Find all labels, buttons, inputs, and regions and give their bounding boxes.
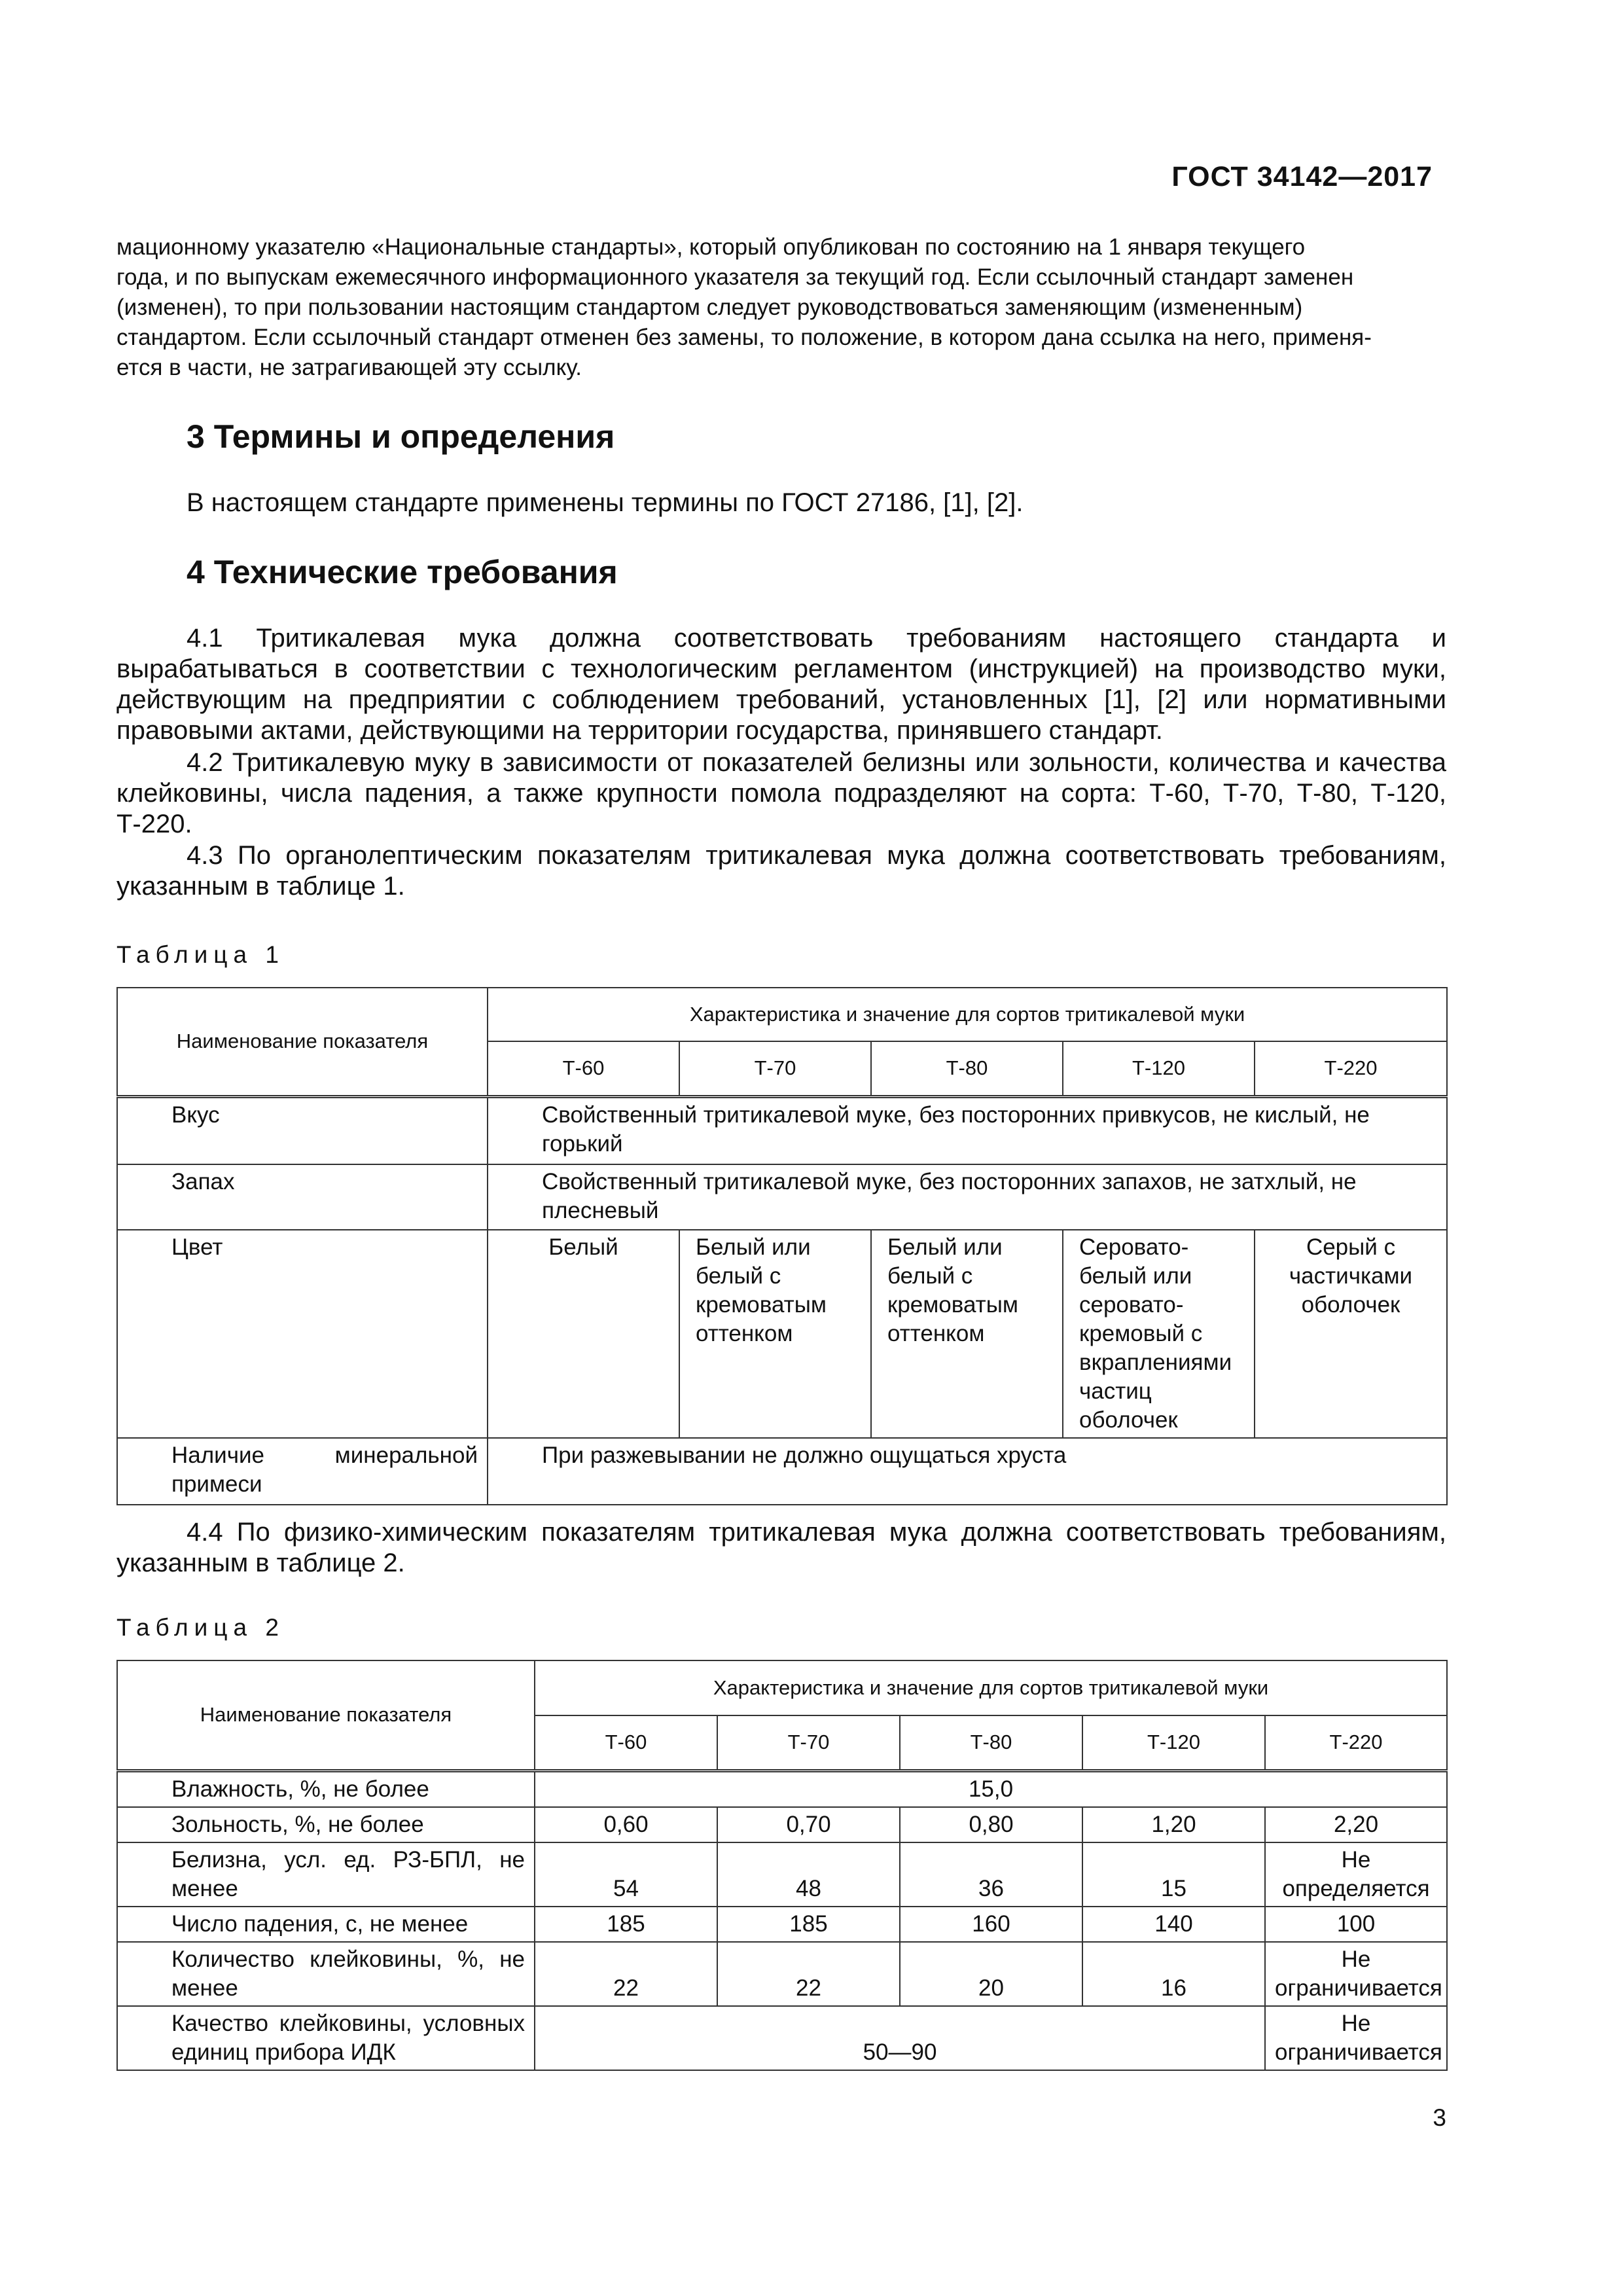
- page-number: 3: [1433, 2104, 1446, 2131]
- table-row: [117, 1770, 1447, 1807]
- row-value: 15,0: [535, 1770, 1447, 1807]
- grade-header: Т-220: [1255, 1041, 1447, 1096]
- table-2: [116, 1660, 1448, 2071]
- row-value: 185: [717, 1907, 900, 1942]
- intro-paragraph: [116, 232, 1446, 383]
- table-1: [116, 987, 1448, 1505]
- table-2-header-row: [117, 1660, 1447, 1715]
- row-value: 36: [900, 1842, 1082, 1907]
- row-name: Зольность, %, не более: [117, 1807, 535, 1842]
- section-3-text: В настоящем стандарте применены термины по ГОСТ 27186, [1], [2].: [187, 488, 1024, 517]
- row-value: 20: [900, 1942, 1082, 2006]
- row-value: 54: [535, 1842, 717, 1907]
- grade-header: Т-220: [1265, 1715, 1447, 1770]
- grade-header: Т-60: [535, 1715, 717, 1770]
- intro-line: года, и по выпускам ежемесячного информационного указателя за текущий год. Если ссылочный стандарт заменен: [116, 264, 1354, 290]
- section-4-heading: 4 Технические требования: [187, 554, 618, 590]
- table-row: [117, 1842, 1447, 1907]
- grade-header: Т-80: [900, 1715, 1082, 1770]
- table-1-caption: Таблица 1: [116, 941, 285, 968]
- row-value: 1,20: [1082, 1807, 1265, 1842]
- row-value: Белый: [488, 1230, 679, 1438]
- row-value: 22: [535, 1942, 717, 2006]
- row-value: Серый с частичками оболочек: [1255, 1230, 1447, 1438]
- section-3-heading: 3 Термины и определения: [187, 418, 615, 455]
- row-name: Влажность, %, не более: [117, 1770, 535, 1807]
- row-value: Свойственный тритикалевой муке, без посторонних привкусов, не кислый, не горький: [488, 1096, 1447, 1164]
- table-row: [117, 1438, 1447, 1505]
- intro-line: (изменен), то при пользовании настоящим стандартом следует руководствоваться заменяющим (измененным): [116, 295, 1303, 320]
- row-value: 50—90: [535, 2006, 1265, 2070]
- row-value: Не ограничивается: [1265, 2006, 1447, 2070]
- clause-4-1: 4.1 Тритикалевая мука должна соответствовать требованиям настоящего стандарта и вырабатываться в соответствии с технологическим регламентом (инструкцией) на производство муки, действующим на предприятии с соблюдением требований, установленных [1], [2] или нормативными правовыми актами, действующими на территории государства, принявшего стандарт.: [116, 624, 1446, 745]
- row-name: Вкус: [117, 1096, 488, 1164]
- table-2-group-header: Характеристика и значение для сортов тритикалевой муки: [535, 1660, 1447, 1715]
- row-value: 48: [717, 1842, 900, 1907]
- row-value: Серовато-белый или серовато-кремовый с вкраплениями частиц оболочек: [1063, 1230, 1255, 1438]
- row-name: Число падения, с, не менее: [117, 1907, 535, 1942]
- grade-header: Т-70: [717, 1715, 900, 1770]
- table-row: [117, 1807, 1447, 1842]
- intro-line: мационному указателю «Национальные стандарты», который опубликован по состоянию на 1 января текущего: [116, 234, 1306, 260]
- row-name: Цвет: [117, 1230, 488, 1438]
- row-value: При разжевывании не должно ощущаться хруста: [488, 1438, 1447, 1505]
- row-value: Свойственный тритикалевой муке, без посторонних запахов, не затхлый, не плесневый: [488, 1164, 1447, 1230]
- clause-4-2: 4.2 Тритикалевую муку в зависимости от показателей белизны или зольности, количества и качества клейковины, числа падения, а также крупности помола подразделяют на сорта: Т-60, Т-70, Т-80, Т-120, Т-220.: [116, 748, 1446, 838]
- table-row: [117, 1096, 1447, 1164]
- grade-header: Т-80: [871, 1041, 1063, 1096]
- grade-header: Т-120: [1082, 1715, 1265, 1770]
- document-code: ГОСТ 34142—2017: [1171, 161, 1433, 192]
- row-value: 0,80: [900, 1807, 1082, 1842]
- intro-line: стандартом. Если ссылочный стандарт отменен без замены, то положение, в котором дана ссылка на него, применя-: [116, 325, 1372, 350]
- grade-header: Т-120: [1063, 1041, 1255, 1096]
- table-row: [117, 1164, 1447, 1230]
- row-value: 100: [1265, 1907, 1447, 1942]
- clause-4-3: 4.3 По органолептическим показателям тритикалевая мука должна соответствовать требованиям, указанным в таблице 1.: [116, 841, 1446, 901]
- table-1-name-header: Наименование показателя: [117, 988, 488, 1096]
- table-row: [117, 2006, 1447, 2070]
- row-value: Белый или белый с кремоватым оттенком: [679, 1230, 871, 1438]
- row-value: Белый или белый с кремоватым оттенком: [871, 1230, 1063, 1438]
- grade-header: Т-70: [679, 1041, 871, 1096]
- table-row: [117, 1230, 1447, 1438]
- grade-header: Т-60: [488, 1041, 679, 1096]
- row-name: Качество клейковины, условных единиц прибора ИДК: [117, 2006, 535, 2070]
- row-value: Не определяется: [1265, 1842, 1447, 1907]
- intro-line: ется в части, не затрагивающей эту ссылку.: [116, 355, 582, 380]
- table-1-header-row: [117, 988, 1447, 1041]
- row-name: Запах: [117, 1164, 488, 1230]
- clause-4-4: 4.4 По физико-химическим показателям тритикалевая мука должна соответствовать требованиям, указанным в таблице 2.: [116, 1518, 1446, 1577]
- row-name: Наличие минеральной примеси: [117, 1438, 488, 1505]
- row-name: Количество клейковины, %, не менее: [117, 1942, 535, 2006]
- row-value: 160: [900, 1907, 1082, 1942]
- row-value: 22: [717, 1942, 900, 2006]
- row-value: 185: [535, 1907, 717, 1942]
- row-value: 0,60: [535, 1807, 717, 1842]
- row-value: 15: [1082, 1842, 1265, 1907]
- row-value: 16: [1082, 1942, 1265, 2006]
- row-value: 2,20: [1265, 1807, 1447, 1842]
- table-2-caption: Таблица 2: [116, 1614, 285, 1641]
- row-name: Белизна, усл. ед. РЗ-БПЛ, не менее: [117, 1842, 535, 1907]
- table-1-group-header: Характеристика и значение для сортов тритикалевой муки: [488, 988, 1447, 1041]
- table-2-name-header: Наименование показателя: [117, 1660, 535, 1770]
- table-row: [117, 1942, 1447, 2006]
- row-value: 140: [1082, 1907, 1265, 1942]
- row-value: Не ограничивается: [1265, 1942, 1447, 2006]
- table-row: [117, 1907, 1447, 1942]
- row-value: 0,70: [717, 1807, 900, 1842]
